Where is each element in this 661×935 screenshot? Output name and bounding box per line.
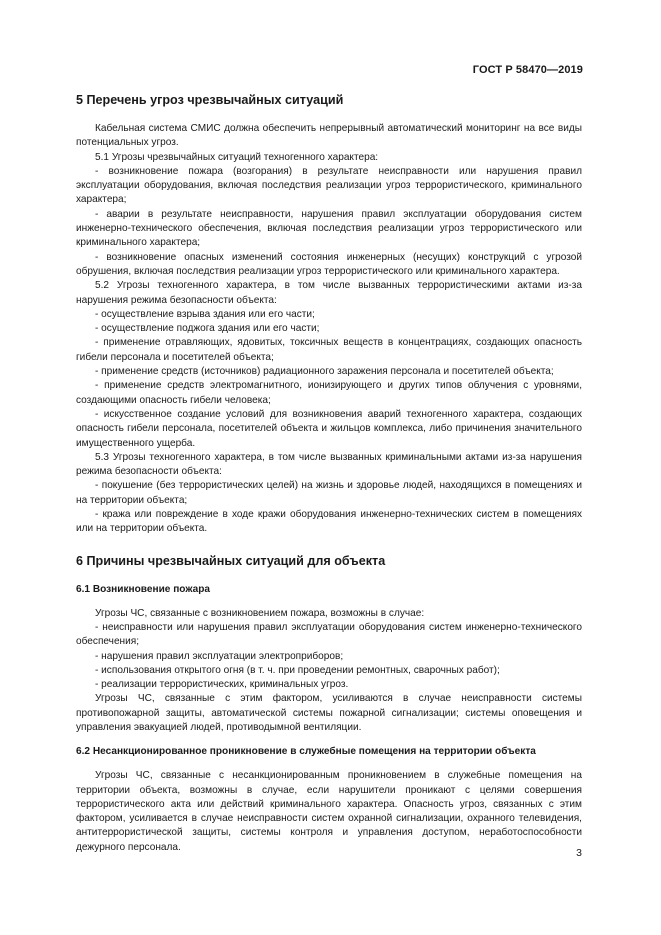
section-6-title: 6 Причины чрезвычайных ситуаций для объекта: [76, 553, 386, 568]
document-standard-id: ГОСТ Р 58470—2019: [472, 64, 583, 76]
list-item: - искусственное создание условий для возникновения аварий техногенного характера, создающих опасность гибели персонала, посетителей объекта и жильцов комплекса, либо причинения значительного имущественного ущерба.: [76, 408, 582, 449]
list-item: - возникновение опасных изменений состояния инженерных (несущих) конструкций с угрозой обрушения, включая последствия реализации угроз террористического или криминального характера.: [76, 251, 582, 277]
paragraph: Кабельная система СМИС должна обеспечить непрерывный автоматический мониторинг на все виды потенциальных угроз.: [76, 123, 582, 149]
subsection-6-1-body: [76, 607, 582, 736]
paragraph: Угрозы ЧС, связанные с возникновением пожара, возможны в случае:: [95, 607, 425, 619]
list-item: - применение отравляющих, ядовитых, токсичных веществ в концентрациях, создающих опасность гибели персонала и посетителей объекта;: [76, 337, 582, 363]
list-item: - применение средств электромагнитного, ионизирующего и других типов облучения с уровнями, создающими опасность гибели человека;: [76, 380, 582, 406]
list-item: - осуществление взрыва здания или его части;: [95, 308, 315, 320]
subsection-6-2-title: 6.2 Несанкционированное проникновение в служебные помещения на территории объекта: [76, 746, 536, 758]
list-item: - неисправности или нарушения правил эксплуатации оборудования систем инженерно-технического обеспечения;: [76, 621, 582, 648]
list-item: - кража или повреждение в ходе кражи оборудования инженерно-технических систем в помещениях или на территории объекта.: [76, 509, 582, 535]
list-item: - покушение (без террористических целей) на жизнь и здоровье людей, находящихся в помещениях и на территории объекта;: [76, 480, 582, 506]
paragraph: Угрозы ЧС, связанные с этим фактором, усиливаются в случае неисправности системы противопожарной защиты, автоматической системы пожарной сигнализации; системы оповещения и управления эвакуацией людей, противодымной вентиляции.: [76, 693, 582, 733]
paragraph: 5.2 Угрозы техногенного характера, в том числе вызванных террористическими актами из-за нарушения режима безопасности объекта:: [76, 280, 582, 306]
list-item: - нарушения правил эксплуатации электроприборов;: [95, 650, 344, 662]
paragraph: 5.3 Угрозы техногенного характера, в том числе вызванных криминальными актами из-за нарушения режима безопасности объекта:: [76, 451, 582, 478]
list-item: - аварии в результате неисправности, нарушения правил эксплуатации оборудования систем инженерно-технического обеспечения, включая последствия реализации угроз террористического или криминального характера;: [76, 208, 582, 249]
list-item: - использования открытого огня (в т. ч. при проведении ремонтных, сварочных работ);: [95, 664, 500, 676]
section-5-body: [76, 122, 582, 537]
subsection-6-2-body: [76, 769, 582, 855]
list-item: - реализации террористических, криминальных угроз.: [95, 679, 349, 691]
list-item: - осуществление поджога здания или его части;: [95, 323, 320, 335]
paragraph: Угрозы ЧС, связанные с несанкционированным проникновением в служебные помещения на территории объекта, возможны в случае, если нарушители проникают с целями совершения террористического акта или действий криминального характера. Опасность угроз, связанных с этим фактором, усиливается в случае неисправности систем охранной сигнализации, охранного телевидения, антитеррористической защиты, системы контроля и управления доступом, неработоспособности дежурного персонала.: [76, 770, 582, 853]
paragraph: 5.1 Угрозы чрезвычайных ситуаций техногенного характера:: [95, 151, 379, 163]
page-number: 3: [576, 847, 582, 859]
subsection-6-1-title: 6.1 Возникновение пожара: [76, 583, 210, 595]
document-body: [76, 92, 582, 855]
section-5-title: 5 Перечень угроз чрезвычайных ситуаций: [76, 93, 344, 107]
list-item: - применение средств (источников) радиационного заражения персонала и посетителей объекта;: [95, 366, 554, 378]
list-item: - возникновение пожара (возгорания) в результате неисправности или нарушения правил эксплуатации оборудования, включая последствия реализации угроз террористического, криминального характера;: [76, 165, 582, 206]
